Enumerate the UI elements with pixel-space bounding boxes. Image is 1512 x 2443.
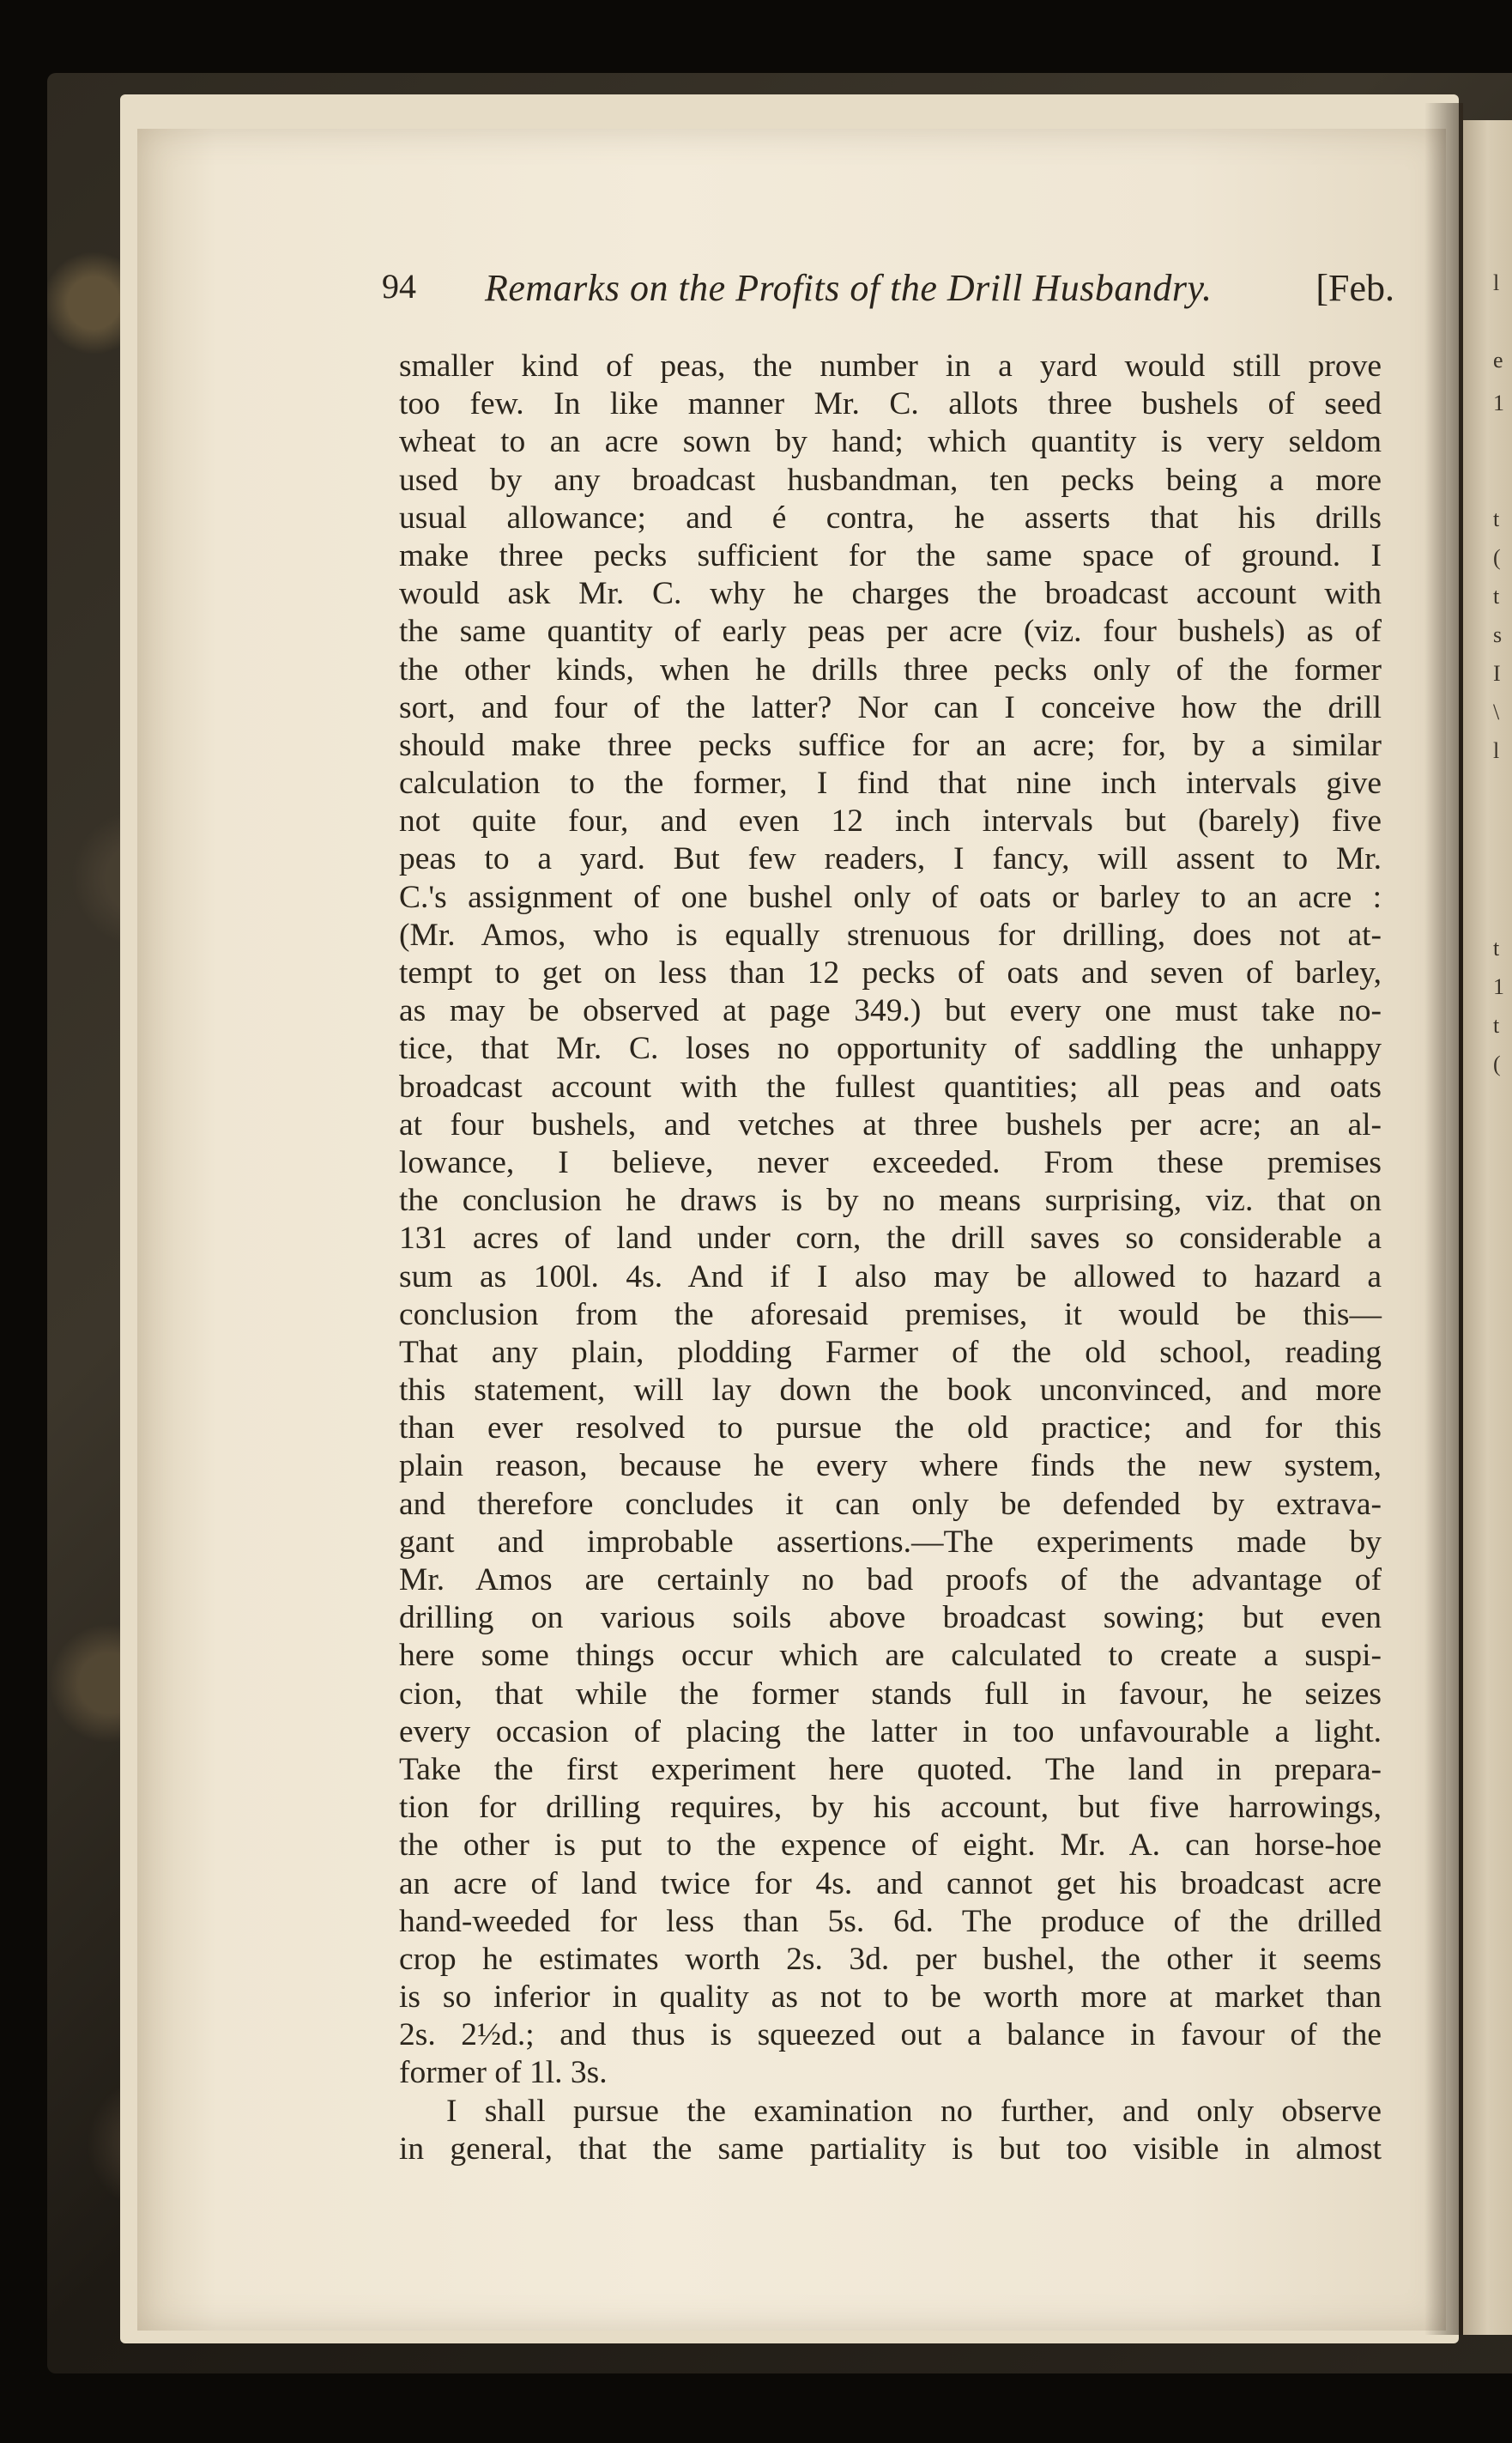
facing-fragment: \ bbox=[1493, 700, 1500, 724]
text-line: crop he estimates worth 2s. 3d. per bushel, the other it seems bbox=[399, 1941, 1382, 1977]
text-line: 2s. 2½d.; and thus is squeezed out a balance in favour of the bbox=[399, 2017, 1382, 2053]
text-line: every occasion of placing the latter in too unfavourable a light. bbox=[399, 1713, 1382, 1749]
text-line: is so inferior in quality as not to be worth more at market than bbox=[399, 1979, 1382, 2016]
facing-fragment: I bbox=[1493, 661, 1501, 686]
text-line: an acre of land twice for 4s. and cannot get his broadcast acre bbox=[399, 1865, 1382, 1901]
facing-fragment: ( bbox=[1493, 1052, 1501, 1076]
text-line: the conclusion he draws is by no means surprising, viz. that on bbox=[399, 1183, 1382, 1219]
text-line: used by any broadcast husbandman, ten pecks being a more bbox=[399, 462, 1382, 498]
facing-page-edge bbox=[1463, 120, 1512, 2335]
text-line: at four bushels, and vetches at three bushels per acre; an al- bbox=[399, 1106, 1382, 1143]
text-line: sum as 100l. 4s. And if I also may be allowed to hazard a bbox=[399, 1258, 1382, 1294]
text-line: the other is put to the expence of eight. Mr. A. can horse-hoe bbox=[399, 1828, 1382, 1864]
text-line: calculation to the former, I find that nine inch intervals give bbox=[399, 766, 1382, 802]
text-line: conclusion from the aforesaid premises, it would be this— bbox=[399, 1296, 1382, 1332]
facing-fragment: 1 bbox=[1493, 974, 1504, 999]
facing-fragment: e bbox=[1493, 348, 1503, 373]
text-line: the same quantity of early peas per acre (viz. four bushels) as of bbox=[399, 614, 1382, 650]
facing-fragment: t bbox=[1493, 936, 1500, 961]
text-line: tion for drilling requires, by his account, but five harrowings, bbox=[399, 1790, 1382, 1826]
text-line: not quite four, and even 12 inch intervals but (barely) five bbox=[399, 803, 1382, 840]
text-line: 131 acres of land under corn, the drill saves so considerable a bbox=[399, 1221, 1382, 1257]
text-line: wheat to an acre sown by hand; which quantity is very seldom bbox=[399, 424, 1382, 460]
running-month: [Feb. bbox=[1315, 267, 1394, 309]
text-line: too few. In like manner Mr. C. allots three bushels of seed bbox=[399, 386, 1382, 422]
text-line: than ever resolved to pursue the old practice; and for this bbox=[399, 1410, 1382, 1446]
text-line: lowance, I believe, never exceeded. From these premises bbox=[399, 1144, 1382, 1180]
running-header bbox=[382, 266, 1394, 318]
text-line: this statement, will lay down the book unconvinced, and more bbox=[399, 1373, 1382, 1409]
facing-fragment: l bbox=[1493, 738, 1500, 763]
text-line: peas to a yard. But few readers, I fancy, will assent to Mr. bbox=[399, 841, 1382, 877]
facing-fragment: ( bbox=[1493, 545, 1501, 570]
text-line: broadcast account with the fullest quantities; all peas and oats bbox=[399, 1069, 1382, 1105]
text-line: Take the first experiment here quoted. The land in prepara- bbox=[399, 1751, 1382, 1787]
facing-fragment: t bbox=[1493, 506, 1500, 531]
text-line: smaller kind of peas, the number in a yard would still prove bbox=[399, 349, 1382, 384]
text-line: former of 1l. 3s. bbox=[399, 2055, 608, 2091]
text-line: usual allowance; and é contra, he asserts that his drills bbox=[399, 500, 1382, 536]
body-text bbox=[399, 348, 1382, 2168]
text-line: drilling on various soils above broadcast sowing; but even bbox=[399, 1600, 1382, 1636]
text-line: should make three pecks suffice for an acre; for, by a similar bbox=[399, 727, 1382, 763]
facing-fragment: s bbox=[1493, 622, 1503, 647]
text-line: plain reason, because he every where finds the new system, bbox=[399, 1448, 1382, 1484]
text-line: make three pecks sufficient for the same space of ground. I bbox=[399, 537, 1382, 573]
text-line: (Mr. Amos, who is equally strenuous for drilling, does not at- bbox=[399, 917, 1382, 953]
running-title: Remarks on the Profits of the Drill Husbandry. bbox=[485, 267, 1213, 309]
text-line: in general, that the same partiality is but too visible in almost bbox=[399, 2131, 1382, 2167]
facing-fragment: 1 bbox=[1493, 391, 1504, 415]
page-number: 94 bbox=[382, 267, 416, 306]
text-line: as may be observed at page 349.) but every one must take no- bbox=[399, 993, 1382, 1029]
text-line: tempt to get on less than 12 pecks of oats and seven of barley, bbox=[399, 955, 1382, 991]
text-line: hand-weeded for less than 5s. 6d. The produce of the drilled bbox=[399, 1903, 1382, 1939]
text-line: I shall pursue the examination no further, and only observe bbox=[446, 2093, 1382, 2129]
text-line: tice, that Mr. C. loses no opportunity of saddling the unhappy bbox=[399, 1031, 1382, 1067]
text-line: sort, and four of the latter? Nor can I conceive how the drill bbox=[399, 689, 1382, 725]
gutter-shadow bbox=[1424, 103, 1463, 2335]
facing-fragment: t bbox=[1493, 584, 1500, 609]
text-line: C.'s assignment of one bushel only of oats or barley to an acre : bbox=[399, 879, 1382, 915]
facing-fragment: t bbox=[1493, 1013, 1500, 1038]
text-line: would ask Mr. C. why he charges the broadcast account with bbox=[399, 576, 1382, 612]
text-line: gant and improbable assertions.—The experiments made by bbox=[399, 1524, 1382, 1560]
text-line: Mr. Amos are certainly no bad proofs of the advantage of bbox=[399, 1562, 1382, 1597]
text-line: That any plain, plodding Farmer of the old school, reading bbox=[399, 1334, 1382, 1370]
text-line: and therefore concludes it can only be defended by extrava- bbox=[399, 1486, 1382, 1522]
facing-fragment: l bbox=[1493, 270, 1500, 295]
text-line: the other kinds, when he drills three pecks only of the former bbox=[399, 652, 1382, 688]
text-line: cion, that while the former stands full in favour, he seizes bbox=[399, 1676, 1382, 1712]
text-line: here some things occur which are calculated to create a suspi- bbox=[399, 1638, 1382, 1674]
